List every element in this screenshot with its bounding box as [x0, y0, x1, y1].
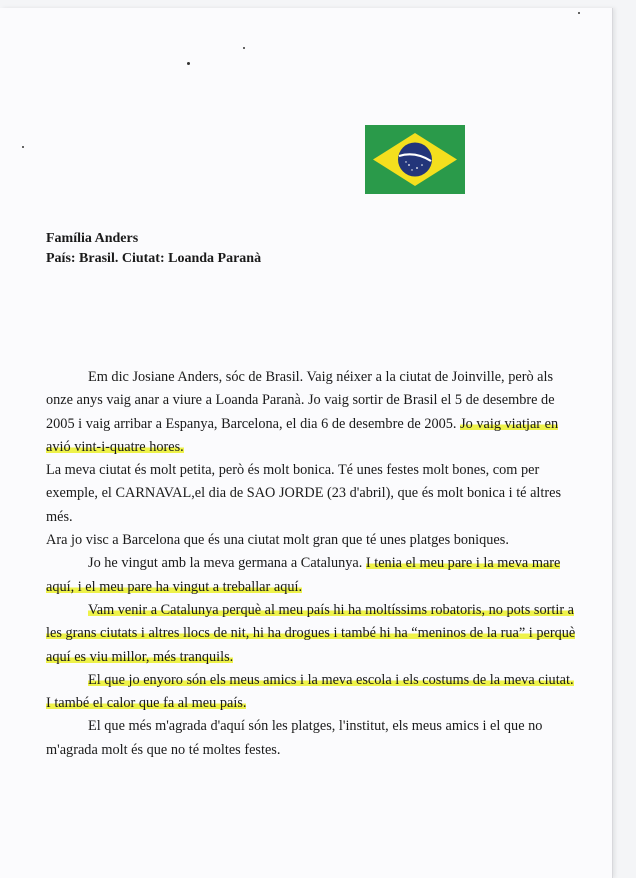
text-segment: El que més m'agrada d'aquí són les platges, l'institut, els meus amics i el que no m'agrada molt és que no té moltes festes.: [46, 718, 543, 758]
paragraph-likes: [46, 715, 576, 762]
scan-speck: [243, 47, 245, 49]
highlighted-segment: Jo vaig viatjar en avió vint-i-quatre hores.: [46, 415, 559, 455]
scan-speck: [187, 62, 190, 65]
scan-speck: [22, 146, 24, 148]
paragraph-miss: [46, 669, 576, 716]
paragraph-city: [46, 459, 576, 529]
country-city-line: País: Brasil. Ciutat: Loanda Paranà: [46, 251, 262, 266]
scan-speck: [578, 12, 580, 14]
letter-body: [46, 366, 576, 762]
text-segment: Ara jo visc a Barcelona que és una ciutat molt gran que té unes platges boniques.: [46, 532, 509, 549]
brazil-flag-icon: [365, 125, 465, 194]
paragraph-reasons: [46, 599, 576, 669]
paragraph-barcelona: [46, 529, 576, 552]
text-segment: Jo he vingut amb la meva germana a Catalunya.: [88, 555, 366, 572]
text-segment: Em dic Josiane Anders, sóc de Brasil. Vaig néixer a la ciutat de Joinville, però als onze anys vaig anar a viure a Loanda Paranà. Jo vaig sortir de Brasil el 5 de desembre de 2005 i vaig arribar a Espanya, Barcelona, el dia 6 de desembre de 2005.: [46, 369, 555, 432]
document-header: [46, 229, 261, 269]
highlighted-segment: El que jo enyoro són els meus amics i la meva escola i els costums de la meva ciutat. I també el calor que fa al meu país.: [46, 671, 574, 712]
paragraph-intro: [46, 366, 576, 459]
paragraph-family: [46, 552, 576, 599]
highlighted-segment: I tenia el meu pare i la meva mare aquí, i el meu pare ha vingut a treballar aquí.: [46, 555, 561, 595]
highlighted-segment: Vam venir a Catalunya perquè al meu país hi ha moltíssims robatoris, no pots sortir a les grans ciutats i altres llocs de nit, hi ha drogues i també hi ha “meninos de la rua” i perquè aquí es viu millor, més tranquils.: [46, 601, 576, 665]
family-title: Família Anders: [46, 231, 139, 246]
text-segment: La meva ciutat és molt petita, però és molt bonica. Té unes festes molt bones, com per exemple, el CARNAVAL,el dia de SAO JORDE (23 d'abril), que és molt bonica i té altres més.: [46, 462, 562, 525]
